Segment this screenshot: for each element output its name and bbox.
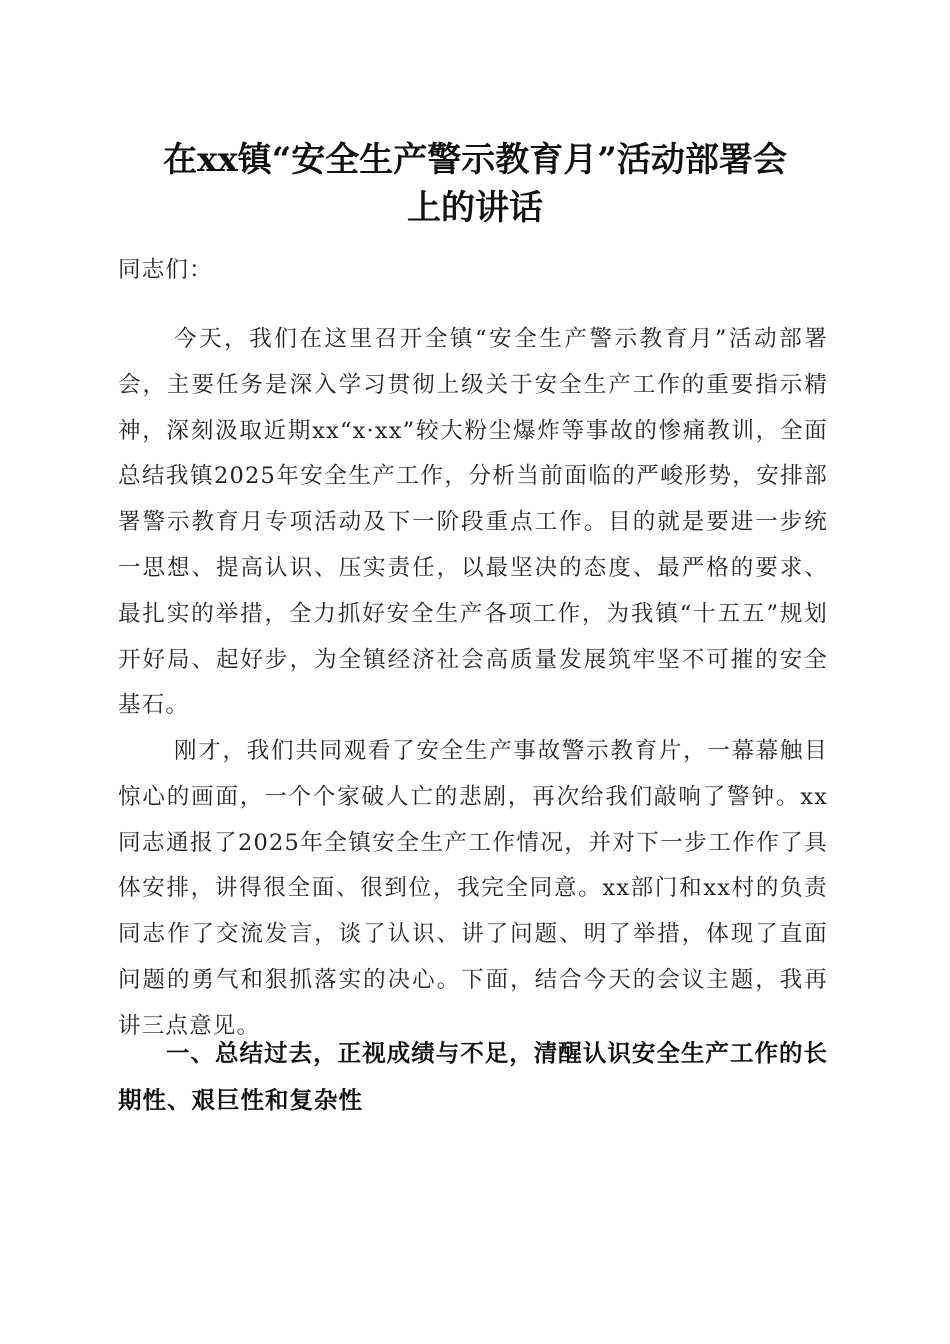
title-line-2: 上的讲话 xyxy=(407,188,543,228)
salutation: 同志们： xyxy=(118,257,213,283)
paragraph-opening: 今天，我们在这里召开全镇“安全生产警示教育月”活动部署会，主要任务是深入学习贯彻上级关于安全生产工作的重要指示精神，深刻汲取近期xx“x·xx”较大粉尘爆炸等事故的惨痛教训，全面总结我镇2025年安全生产工作，分析当前面临的严峻形势，安排部署警示教育月专项活动及下一阶段重点工作。目的就是要进一步统一思想、提高认识、压实责任，以最坚决的态度、最严格的要求、最扎实的举措，全力抓好安全生产各项工作，为我镇“十五五”规划开好局、起好步，为全镇经济社会高质量发展筑牢坚不可摧的安全基石。 xyxy=(118,326,828,719)
paragraph-review: 刚才，我们共同观看了安全生产事故警示教育片，一幕幕触目惊心的画面，一个个家破人亡的悲剧，再次给我们敲响了警钟。xx同志通报了2025年全镇安全生产工作情况，并对下一步工作作了具体安排，讲得很全面、很到位，我完全同意。xx部门和xx村的负责同志作了交流发言，谈了认识、讲了问题、明了举措，体现了直面问题的勇气和狠抓落实的决心。下面，结合今天的会议主题，我再讲三点意见。 xyxy=(118,738,828,1039)
title-line-1: 在xx镇“安全生产警示教育月”活动部署会 xyxy=(163,140,787,180)
section-heading-1: 一、总结过去，正视成绩与不足，清醒认识安全生产工作的长期性、艰巨性和复杂性 xyxy=(118,1039,828,1114)
document-title xyxy=(110,136,840,232)
